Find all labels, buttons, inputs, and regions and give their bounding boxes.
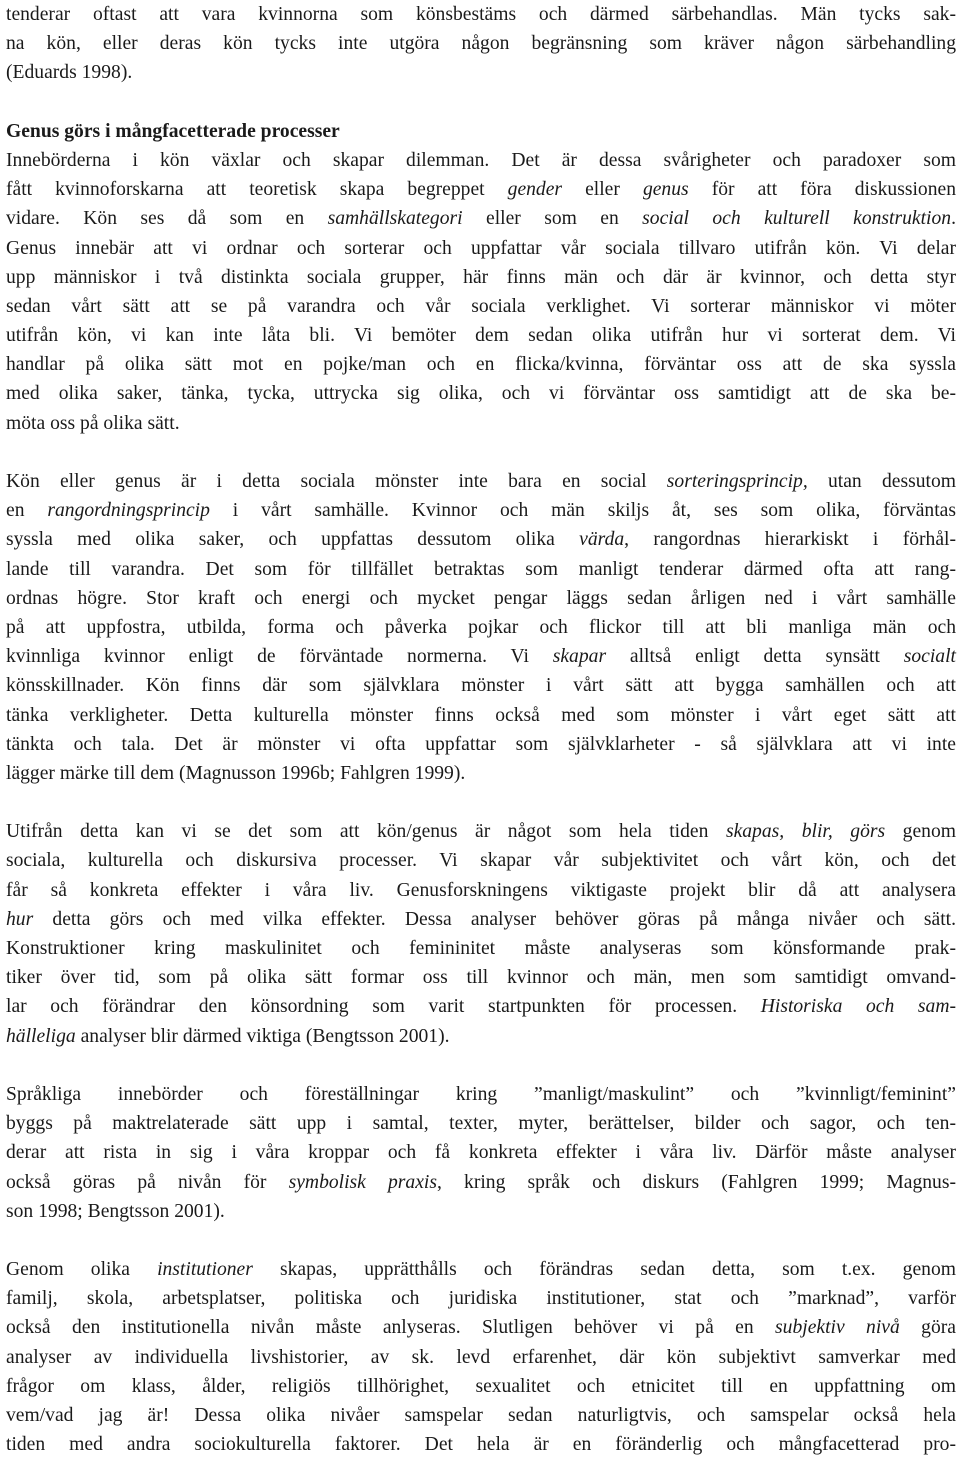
italic-term: hälleliga	[6, 1025, 76, 1047]
text-line	[6, 1343, 956, 1372]
text-line	[6, 409, 956, 438]
text-line: na kön, eller deras kön tycks inte utgöra någon begränsning som kräver någon särbehandling	[6, 33, 956, 55]
text-segment: Utifrån detta kan vi se det som att kön/genus är något som hela tiden	[6, 821, 726, 843]
text-segment: lande till varandra. Det som för tillfället betraktas som manligt tenderar därmed ofta att rang-	[6, 558, 956, 580]
text-line	[6, 175, 956, 204]
text-segment: göra	[899, 1317, 956, 1339]
text-line	[6, 1197, 956, 1226]
section-heading: Genus görs i mångfacetterade processer	[6, 120, 340, 142]
text-segment: derar att rista in sig i våra kroppar och få konkreta effekter i våra liv. Därför måste analyser	[6, 1142, 956, 1164]
paragraph-4	[6, 1080, 956, 1226]
text-line	[6, 1284, 956, 1313]
text-line	[6, 584, 956, 613]
text-line	[6, 1401, 956, 1430]
text-segment: alltså enligt detta synsätt	[606, 646, 904, 668]
paragraph-gap	[6, 1051, 956, 1080]
text-line	[6, 146, 956, 175]
text-line	[6, 1255, 956, 1284]
text-segment: sociala, kulturella och diskursiva processer. Vi skapar vår subjektivitet och vårt kön, och det	[6, 850, 956, 872]
text-line	[6, 730, 956, 759]
italic-term: skapas, blir, görs	[725, 821, 886, 843]
text-segment: vem/vad jag är! Dessa olika nivåer samspelar sedan naturligtvis, och samspelar också hela	[6, 1405, 956, 1426]
text-segment: vidare. Kön ses då som en	[6, 208, 328, 230]
text-line	[6, 1022, 956, 1051]
text-line	[6, 905, 956, 934]
text-segment: Genom olika	[6, 1259, 158, 1281]
paragraph-5	[6, 1255, 956, 1459]
text-line	[6, 1109, 956, 1138]
paragraph-gap	[6, 438, 956, 467]
text-segment: en	[6, 500, 48, 522]
text-segment: Kön eller genus är i detta sociala mönster inte bara en social	[6, 471, 667, 492]
document-page	[6, 0, 956, 1459]
italic-term: värda	[579, 529, 625, 551]
text-line	[6, 555, 956, 584]
text-segment: tiker över tid, som på olika sätt formar oss till kvinnor och män, men som samtidigt omvand-	[6, 967, 956, 989]
italic-term: Historiska och sam-	[760, 996, 956, 1018]
text-segment: detta görs och med vilka effekter. Dessa analyser behöver göras på många nivåer och sätt.	[33, 908, 956, 930]
text-segment: byggs på maktrelaterade sätt upp i samtal, texter, myter, berättelser, bilder och sagor, och ten-	[6, 1113, 956, 1135]
text-segment: möta oss på olika sätt.	[6, 412, 180, 434]
text-line	[6, 671, 956, 700]
text-line	[6, 234, 956, 263]
italic-term: skapar	[552, 646, 607, 668]
text-line	[6, 467, 956, 496]
italic-term: sorteringsprincip,	[666, 471, 808, 492]
italic-term: rangordningsprincip	[47, 500, 210, 522]
text-line	[6, 1080, 956, 1109]
text-segment: Språkliga innebörder och föreställningar kring ”manligt/maskulint” och ”kvinnligt/feminint”	[6, 1083, 956, 1105]
text-line	[6, 613, 956, 642]
text-segment: utan dessutom	[807, 471, 956, 492]
paragraph-gap	[6, 88, 956, 117]
text-segment: familj, skola, arbetsplatser, politiska och juridiska institutioner, stat och ”marknad”, varför	[6, 1288, 956, 1310]
text-line	[6, 1313, 956, 1342]
text-line	[6, 992, 956, 1021]
text-segment: tänkta och tala. Det är mönster vi ofta uppfattar som självklarheter - så självklara att vi inte	[6, 733, 956, 755]
text-line: (Eduards 1998).	[6, 62, 133, 84]
text-line	[6, 817, 956, 846]
text-line	[6, 1372, 956, 1401]
text-segment: kvinnliga kvinnor enligt de förväntade normerna. Vi	[6, 646, 553, 668]
text-segment: syssla med olika saker, och uppfattas dessutom olika	[6, 529, 580, 551]
text-segment: på att uppfostra, utbilda, forma och påverka pojkar och flickor till att bli manliga män och	[6, 616, 956, 638]
text-line	[6, 525, 956, 554]
italic-term: socialt	[903, 646, 956, 668]
text-segment: son 1998; Bengtsson 2001).	[6, 1200, 225, 1222]
paragraph-1	[6, 146, 956, 438]
text-line	[6, 701, 956, 730]
text-line	[6, 350, 956, 379]
text-segment: fått kvinnoforskarna att teoretisk skapa begreppet	[6, 179, 508, 201]
text-line	[6, 292, 956, 321]
text-line	[6, 846, 956, 875]
text-segment: analyser av individuella livshistorier, av sk. levd erfarenhet, där kön subjektivt samverkar med	[6, 1346, 956, 1368]
text-segment: för att föra diskussionen	[688, 179, 957, 201]
text-segment: lar och förändrar den könsordning som varit startpunkten för processen.	[6, 996, 761, 1018]
text-segment: frågor om klass, ålder, religiös tillhörighet, sexualitet och etnicitet till en uppfattning om	[6, 1375, 956, 1397]
text-segment: eller som en	[462, 208, 643, 230]
text-line	[6, 1168, 956, 1197]
text-segment: med olika saker, tänka, tycka, uttrycka sig olika, och vi förväntar oss samtidigt att de ska be-	[6, 383, 956, 405]
paragraph-gap	[6, 788, 956, 817]
text-line	[6, 963, 956, 992]
text-segment: får så konkreta effekter i våra liv. Genusforskningens viktigaste projekt blir då att analysera	[6, 879, 956, 901]
paragraph-2	[6, 467, 956, 788]
text-segment: Konstruktioner kring maskulinitet och femininitet måste analyseras som könsformande prak-	[6, 938, 956, 959]
text-segment: Innebörderna i kön växlar och skapar dilemman. Det är dessa svårigheter och paradoxer som	[6, 149, 956, 171]
text-segment: .	[951, 208, 956, 230]
intro-paragraph	[6, 0, 956, 88]
text-segment: också den institutionella nivån måste anlyseras. Slutligen behöver vi på en	[6, 1317, 776, 1339]
text-segment: upp människor i två distinkta sociala grupper, här finns män och där är kvinnor, och detta styr	[6, 266, 956, 288]
text-line: tenderar oftast att vara kvinnorna som könsbestäms och därmed särbehandlas. Män tycks sak-	[6, 4, 956, 25]
text-line	[6, 321, 956, 350]
text-line	[6, 263, 956, 292]
text-segment: eller	[562, 179, 643, 201]
text-segment: sedan vårt sätt att se på varandra och vår sociala verklighet. Vi sorterar människor vi möter	[6, 295, 956, 317]
text-segment: utifrån kön, vi kan inte låta bli. Vi bemöter dem sedan olika utifrån hur vi sorterat dem. Vi	[6, 325, 956, 347]
italic-term: genus	[642, 179, 689, 201]
text-segment: skapas, upprätthålls och förändras sedan detta, som t.ex. genom	[252, 1259, 956, 1281]
italic-term: gender	[507, 179, 563, 201]
italic-term: samhällskategori	[327, 208, 463, 230]
italic-term: hur	[6, 908, 34, 930]
text-line	[6, 496, 956, 525]
text-line	[6, 759, 956, 788]
text-segment: , kring språk och diskurs (Fahlgren 1999; Magnus-	[437, 1171, 956, 1193]
text-line	[6, 1138, 956, 1167]
text-line	[6, 1430, 956, 1459]
text-segment: genom	[885, 821, 956, 843]
text-line	[6, 204, 956, 233]
italic-term: institutioner	[157, 1259, 253, 1281]
paragraph-3	[6, 817, 956, 1051]
italic-term: symbolisk praxis	[288, 1171, 437, 1193]
text-line	[6, 934, 956, 963]
text-segment: lägger märke till dem (Magnusson 1996b; Fahlgren 1999).	[6, 762, 466, 784]
paragraph-gap	[6, 1226, 956, 1255]
text-segment: Genus innebär att vi ordnar och sorterar och uppfattar vår sociala tillvaro utifrån kön. Vi delar	[6, 237, 956, 259]
text-segment: analyser blir därmed viktiga (Bengtsson 2001).	[75, 1025, 450, 1047]
text-segment: könsskillnader. Kön finns där som självklara mönster i vårt sätt att bygga samhällen och att	[6, 675, 956, 697]
italic-term: subjektiv nivå	[775, 1317, 900, 1339]
text-segment: tänka verkligheter. Detta kulturella mönster finns också med som mönster i vårt eget sätt att	[6, 704, 956, 726]
italic-term: social och kulturell konstruktion	[642, 208, 952, 230]
text-line	[6, 642, 956, 671]
text-segment: ordnas högre. Stor kraft och energi och mycket pengar läggs sedan årligen ned i vårt samhälle	[6, 587, 956, 609]
text-line	[6, 379, 956, 408]
text-segment: också göras på nivån för	[6, 1171, 289, 1193]
text-segment: i vårt samhälle. Kvinnor och män skiljs åt, ses som olika, förväntas	[209, 500, 956, 522]
text-segment: tiden med andra sociokulturella faktorer. Det hela är en föränderlig och mångfacetterad pro-	[6, 1434, 956, 1456]
text-segment: handlar på olika sätt mot en pojke/man och en flicka/kvinna, förväntar oss att de ska syssla	[6, 354, 956, 376]
text-segment: , rangordnas hierarkiskt i förhål-	[624, 529, 956, 551]
text-line	[6, 876, 956, 905]
